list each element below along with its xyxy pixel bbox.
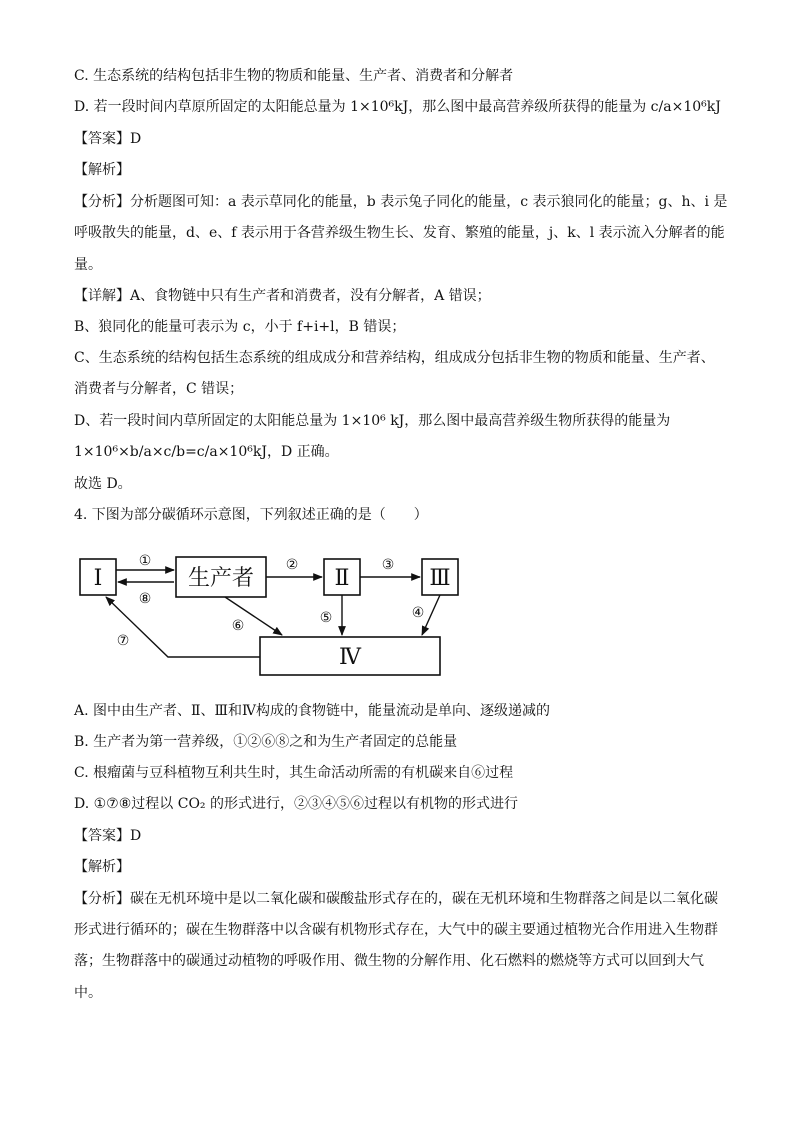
arrow-1-label: ① <box>138 553 152 569</box>
node-iv-label: Ⅳ <box>339 645 361 670</box>
option-b-text: B. 生产者为第一营养级，①②⑥⑧之和为生产者固定的总能量 <box>74 734 458 750</box>
detail-line-b: B、狼同化的能量可表示为 c，小于 f+i+l，B 错误； <box>74 319 406 335</box>
arrow-5-label: ⑤ <box>319 610 333 626</box>
carbon-cycle-diagram <box>70 545 470 685</box>
option-d-text: D. 若一段时间内草原所固定的太阳能总量为 1×10⁶kJ，那么图中最高营养级所获得的能量为 c/a×10⁶kJ <box>74 99 721 115</box>
analysis-q4-line-4: 中。 <box>74 985 102 1001</box>
option-a-text: A. 图中由生产者、Ⅱ、Ⅲ和Ⅳ构成的食物链中，能量流动是单向、逐级递减的 <box>74 703 551 719</box>
option-d-text-q4: D. ①⑦⑧过程以 CO₂ 的形式进行，②③④⑤⑥过程以有机物的形式进行 <box>74 796 518 812</box>
question-4-stem: 4. 下图为部分碳循环示意图，下列叙述正确的是（ ） <box>74 507 428 523</box>
arrow-4-label: ④ <box>411 605 425 621</box>
arrow-4 <box>422 595 440 635</box>
analysis-q4-line-3: 落；生物群落中的碳通过动植物的呼吸作用、微生物的分解作用、化石燃料的燃烧等方式可以回到大气 <box>74 953 704 969</box>
analysis-line-2: 呼吸散失的能量，d、e、f 表示用于各营养级生物生长、发育、繁殖的能量，j、k、l 表示流入分解者的能 <box>74 225 725 241</box>
option-c-text-q4: C. 根瘤菌与豆科植物互利共生时，其生命活动所需的有机碳来自⑥过程 <box>74 765 514 781</box>
arrow-2-label: ② <box>285 557 299 573</box>
choice-line: 故选 D。 <box>74 476 132 492</box>
arrow-6-label: ⑥ <box>231 618 245 634</box>
analysis-heading-q4: 【解析】 <box>74 859 130 875</box>
detail-line-c2: 消费者与分解者，C 错误； <box>74 381 244 397</box>
node-i-label: Ⅰ <box>93 566 103 591</box>
analysis-line-1: 【分析】分析题图可知：a 表示草同化的能量，b 表示兔子同化的能量，c 表示狼同化的能量；g、h、i 是 <box>74 194 728 210</box>
arrow-8-label: ⑧ <box>138 591 152 607</box>
answer-label: 【答案】D <box>74 131 142 147</box>
analysis-q4-line-2: 形式进行循环的；碳在生物群落中以含碳有机物形式存在，大气中的碳主要通过植物光合作用进入生物群 <box>74 922 718 938</box>
answer-label-q4: 【答案】D <box>74 828 142 844</box>
analysis-heading: 【解析】 <box>74 162 130 178</box>
analysis-line-3: 量。 <box>74 257 102 273</box>
node-iii-label: Ⅲ <box>429 566 451 591</box>
option-c-text: C. 生态系统的结构包括非生物的物质和能量、生产者、消费者和分解者 <box>74 68 514 84</box>
node-producer-label: 生产者 <box>187 566 255 591</box>
detail-line-d1: D、若一段时间内草所固定的太阳能总量为 1×10⁶ kJ，那么图中最高营养级生物所获得的能量为 <box>74 413 671 429</box>
detail-line-d2: 1×10⁶×b/a×c/b=c/a×10⁶kJ，D 正确。 <box>74 444 339 460</box>
node-ii-label: Ⅱ <box>334 566 350 591</box>
detail-line-c1: C、生态系统的结构包括生态系统的组成成分和营养结构，组成成分包括非生物的物质和能量、生产者、 <box>74 350 715 366</box>
detail-line-a: 【详解】A、食物链中只有生产者和消费者，没有分解者，A 错误； <box>74 288 491 304</box>
analysis-q4-line-1: 【分析】碳在无机环境中是以二氧化碳和碳酸盐形式存在的，碳在无机环境和生物群落之间是以二氧化碳 <box>74 891 718 907</box>
arrow-3-label: ③ <box>381 557 395 573</box>
arrow-7-label: ⑦ <box>116 633 130 649</box>
